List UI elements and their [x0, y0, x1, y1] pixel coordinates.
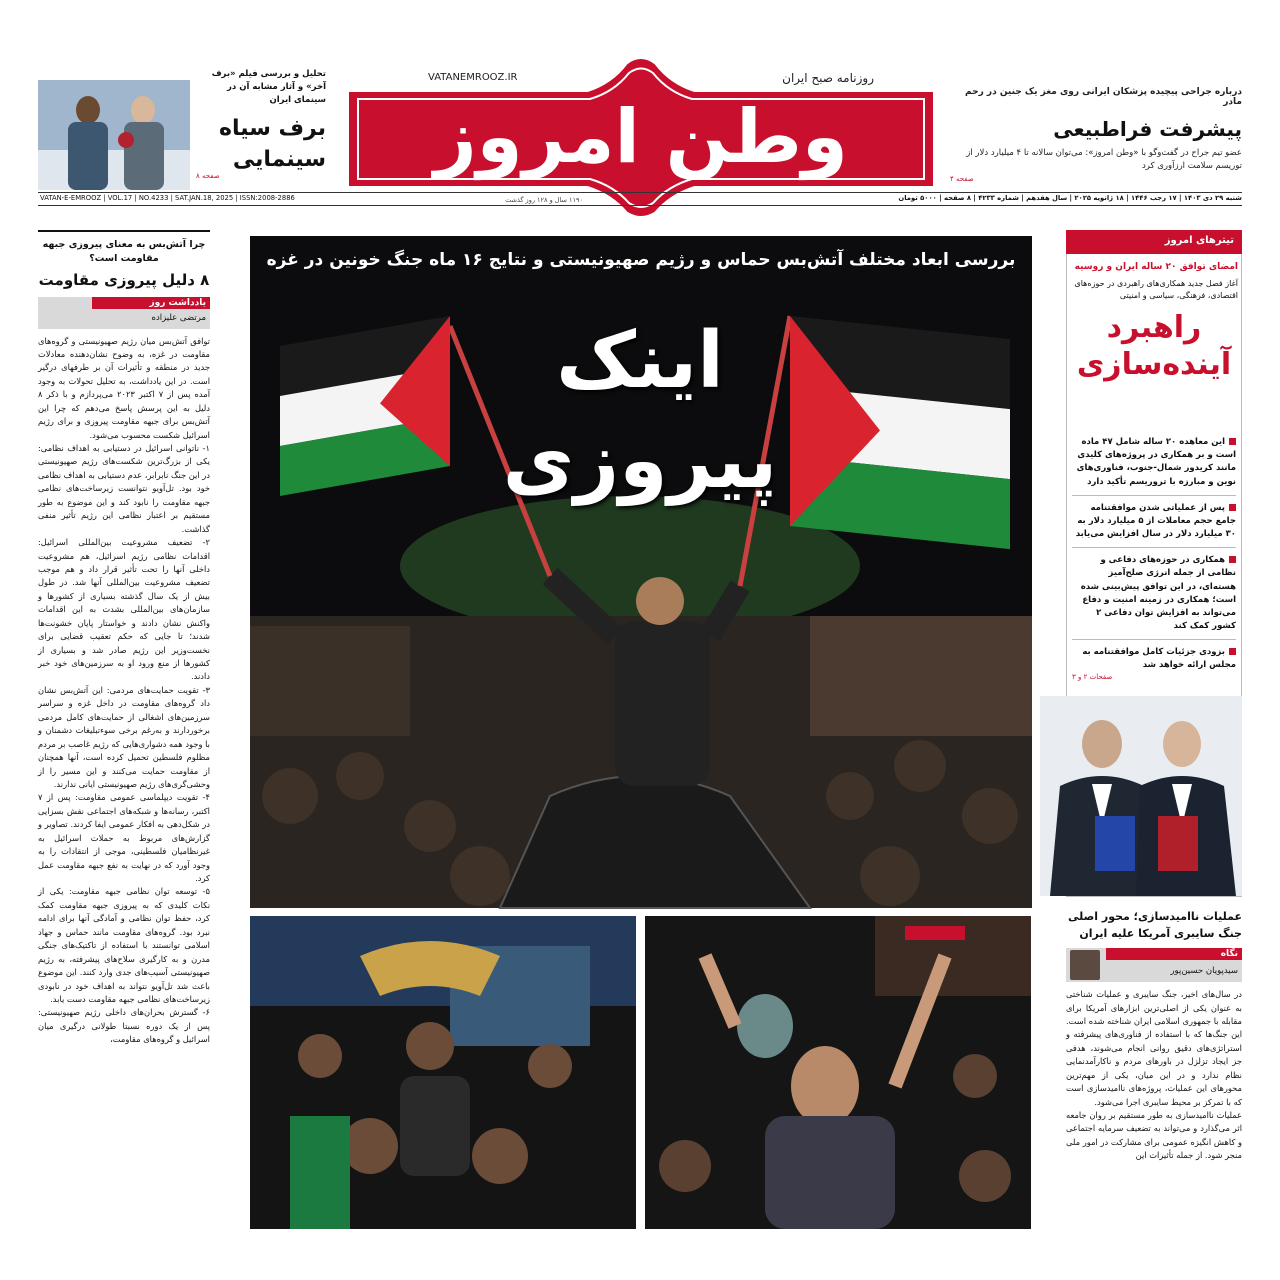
left-title: ۸ دلیل پیروزی مقاومت — [38, 270, 210, 289]
left-col-rule — [38, 230, 210, 232]
right-bullet-3 — [1072, 548, 1236, 640]
bullet-square-icon — [1229, 648, 1236, 655]
note-author: مرتضی علیزاده — [151, 312, 206, 323]
top-left-page: صفحه ۸ — [196, 172, 220, 181]
right-bullets — [1072, 436, 1236, 681]
top-right-kicker: درباره جراحی پیچیده پزشکان ایرانی روی مغز یک جنین در رحم مادر — [965, 87, 1242, 107]
top-right-story — [950, 87, 1242, 183]
bullet-square-icon — [1229, 438, 1236, 445]
left-body — [38, 335, 210, 1191]
issue-line: ۱۱۹۰ سال و ۱۲۸ روز گذشت — [505, 196, 583, 204]
film-photo — [38, 80, 190, 190]
story2 — [1066, 908, 1242, 1258]
story2-author: سیدپویان حسین‌پور — [1170, 966, 1238, 977]
left-body-p4: ۳- تقویت حمایت‌های مردمی: این آتش‌بس نشان داد گروه‌های مقاومت در داخل غزه و سراسر سرزمین‌های اشغالی از حمایت‌های کامل مردمی برخوردارند و به‌رغم برخی سوء‌تبلیغات دشمنان و با وجود همه دشواری‌هایی که رژیم غاصب بر مردم مظلوم فلسطین تحمیل کرده است، آنها همچنان از مقاومت حمایت می‌کنند و این مسیر را از وحشی‌گری‌های رژیم صهیونیستی ایانی ندارند. — [38, 684, 210, 789]
top-left-story — [196, 68, 326, 180]
bottom-photo-right — [645, 916, 1031, 1229]
left-body-p7: ۶- گسترش بحران‌های داخلی رژیم صهیونیستی: پس از یک دوره نسبتا طولانی درگیری میان اسرائیل و گروه‌های مقاومت، — [38, 1007, 210, 1045]
note-box — [38, 297, 210, 329]
main-headline-top: بررسی ابعاد مختلف آتش‌بس حماس و رژیم صهیونیستی و نتایج ۱۶ ماه جنگ خونین در غزه — [266, 250, 1016, 270]
story2-byline — [1066, 948, 1242, 982]
left-body-p3: ۲- تضعیف مشروعیت بین‌المللی اسرائیل: اقدامات نظامی رژیم اسرائیل، هم مشروعیت داخلی آنها را تحت تأثیر قرار داد و هم موجب تضعیف مشروعیت بین‌المللی آنها شد. در طول بیش از یک سال گذشته بسیاری از کشورها و سازمان‌های بین‌المللی بشدت به این اقدامات واکنش نشان دادند و خواستار پایان خشونت‌ها شدند؛ تا جایی که حکم تعقیب قضایی برای نخست‌وزیر این رژیم صادر شد و بسیاری از کشورها از منع ورود او به سرزمین‌های خود خبر دادند. — [38, 537, 210, 682]
logo-text: وطن امروز — [434, 94, 848, 180]
right-bullet-1-text: این معاهده ۲۰ ساله شامل ۴۷ ماده است و بر همکاری در پروژه‌های کلیدی مانند کریدور شمال-جنوب، فناوری‌های نوین و مبارزه با تروریسم تأکید دارد — [1076, 437, 1236, 487]
note-label: یادداشت روز — [92, 297, 210, 309]
left-body-p5: ۴- تقویت دیپلماسی عمومی مقاومت: پس از ۷ اکتبر، رسانه‌ها و شبکه‌های اجتماعی نقش بسزایی در شکل‌دهی به افکار عمومی ایفا کردند. تصاویر و گزارش‌های مربوط به حملات اسرائیل به غیرنظامیان فلسطینی، موجی از انتقادات را به وجود آورد که در نهایت به نفع جبهه مقاومت عمل کرد. — [38, 792, 210, 883]
right-bullet-1 — [1072, 436, 1236, 496]
top-left-title-1: برف سیاه — [218, 116, 326, 142]
right-bullet-2 — [1072, 496, 1236, 549]
right-title-2: آینده‌سازی — [1076, 347, 1232, 382]
section-header: تیترهای امروز — [1066, 230, 1242, 254]
top-left-title-2: سینمایی — [232, 147, 326, 173]
left-kicker: چرا آتش‌بس به معنای پیروزی جبهه مقاومت است؟ — [42, 239, 206, 265]
main-headline-2: پیروزی — [502, 416, 778, 506]
main-photo — [250, 236, 1032, 908]
left-body-p2: ۱- ناتوانی اسرائیل در دستیابی به اهداف نظامی: یکی از بزرگ‌ترین شکست‌های رژیم صهیونیستی در این جنگ نابرابر، عدم دستیابی به اهداف نظامی خود بود. تل‌آویو نتوانست زیرساخت‌های نظامی جبهه مقاومت را نابود کند و این موضوع به طور مستقیم بر اعتبار نظامی این رژیم تأثیر منفی گذاشت. — [38, 443, 210, 534]
right-bullet-4 — [1072, 640, 1236, 672]
story2-body-p2: عملیات ناامیدسازی به طور مستقیم بر روان جامعه اثر می‌گذارد و می‌تواند به تضعیف سرمایه اجتماعی و کاهش انگیزه عمومی برای مشارکت در امور ملی منجر شود. از جمله تأثیرات این — [1066, 1110, 1242, 1161]
left-body-p6: ۵- توسعه توان نظامی جبهه مقاومت: یکی از نکات کلیدی که به پیروزی جبهه مقاومت کمک کرد، حفظ توان نظامی و آمادگی آنها برای ادامه نبرد بود. گروه‌های مقاومت مانند حماس و جهاد اسلامی توانستند با استفاده از تاکتیک‌های جنگی مدرن و به کارگیری سلاح‌های پیشرفته، به رژیم صهیونیستی آسیب‌های جدی وارد کنند. این موضوع باعث شد تل‌آویو نتواند به اهداف خود در نابودی زیرساخت‌های نظامی جبهه مقاومت دست یابد. — [38, 886, 210, 1004]
right-kicker: امضای توافق ۲۰ ساله ایران و روسیه — [1074, 262, 1238, 272]
dateline-left: VATAN-E-EMROOZ | VOL.17 | NO.4233 | SAT.JAN.18, 2025 | ISSN:2008-2886 — [40, 194, 295, 202]
left-column — [38, 238, 210, 1191]
bullet-square-icon — [1229, 556, 1236, 563]
story2-body-p1: در سال‌های اخیر، جنگ سایبری و عملیات شناختی به عنوان یکی از اصلی‌ترین ابزارهای آمریکا برای مقابله با جمهوری اسلامی ایران شناخته شده است. این جنگ‌ها که با استفاده از فناوری‌های پیشرفته و استراتژی‌های دقیق روانی انجام می‌شوند، هدفی جز ایجاد تزلزل در باورهای مردم و ناکارآمدنمایی نظام ندارد و در این میان، یکی از مهم‌ترین محورهای این عملیات، پروژه‌های ناامیدسازی است که با تمرکز بر محیط سایبری اجرا می‌شود. — [1066, 989, 1242, 1107]
story2-label: نگاه — [1106, 948, 1242, 960]
author-avatar — [1070, 950, 1100, 980]
right-lead: آغاز فصل جدید همکاری‌های راهبردی در حوزه‌های اقتصادی، فرهنگی، سیاسی و امنیتی — [1074, 279, 1238, 300]
leaders-photo — [1040, 696, 1242, 896]
top-right-title: پیشرفت فراطبیعی — [1053, 117, 1242, 141]
right-pages: صفحات ۲ و ۳ — [1072, 672, 1113, 681]
story2-title: عملیات ناامیدسازی؛ محور اصلی جنگ سایبری آمریکا علیه ایران — [1068, 910, 1242, 941]
main-headline-1: اینک — [556, 316, 724, 406]
right-bullet-4-text: بزودی جزئیات کامل موافقتنامه به مجلس ارائه خواهد شد — [1082, 647, 1236, 671]
bottom-photo-left — [250, 916, 636, 1229]
left-body-p1: توافق آتش‌بس میان رژیم صهیونیستی و گروه‌های مقاومت در غزه، به وضوح نشان‌دهنده معادلات جدید در منطقه و تأثیرات آن بر طرفهای درگیر است. در این یادداشت، به تحلیل تحولات به وجود آمده پس از ۷ اکتبر ۲۰۲۳ می‌پردازم و با ذکر ۸ دلیل به این پرسش پاسخ می‌دهم که چرا این آتش‌بس برای جبهه مقاومت پیروزی و برای رژیم اسرائیل شکست محسوب می‌شود. — [38, 335, 210, 440]
top-right-page: صفحه ۴ — [950, 174, 974, 183]
right-title-1: راهبرد — [1106, 310, 1202, 345]
bullet-square-icon — [1229, 504, 1236, 511]
masthead-url: VATANEMROOZ.IR — [428, 72, 518, 83]
right-lead-box — [1070, 262, 1238, 382]
right-bullet-2-text: پس از عملیاتی شدن موافقتنامه جامع حجم معاملات از ۵ میلیارد دلار به ۳۰ میلیارد دلار در سال افزایش می‌یابد — [1075, 502, 1236, 540]
dateline-right: شنبه ۲۹ دی ۱۴۰۳ | ۱۷ رجب ۱۴۴۶ | ۱۸ ژانویه ۲۰۲۵ | سال هفدهم | شماره ۴۲۳۳ | ۸ صفحه | ۵۰۰۰ تومان — [898, 194, 1242, 202]
top-right-lead: عضو تیم جراح در گفت‌وگو با «وطن امروز»: می‌توان سالانه تا ۴ میلیارد دلار از توریسم سلامت ارزآوری کرد — [966, 148, 1242, 171]
top-left-kicker: تحلیل و بررسی فیلم «برف آخر» و آثار مشابه آن در سینمای ایران — [211, 69, 326, 105]
masthead-subtitle: روزنامه صبح ایران — [782, 71, 874, 85]
right-bullet-3-text: همکاری در حوزه‌های دفاعی و نظامی از جمله انرژی صلح‌آمیز هسته‌ای، در این توافق پیش‌بینی شده است؛ همکاری در زمینه امنیت و دفاع می‌تواند به افزایش توان دفاعی ۲ کشور کمک کند — [1080, 555, 1236, 632]
story2-body — [1066, 988, 1242, 1258]
